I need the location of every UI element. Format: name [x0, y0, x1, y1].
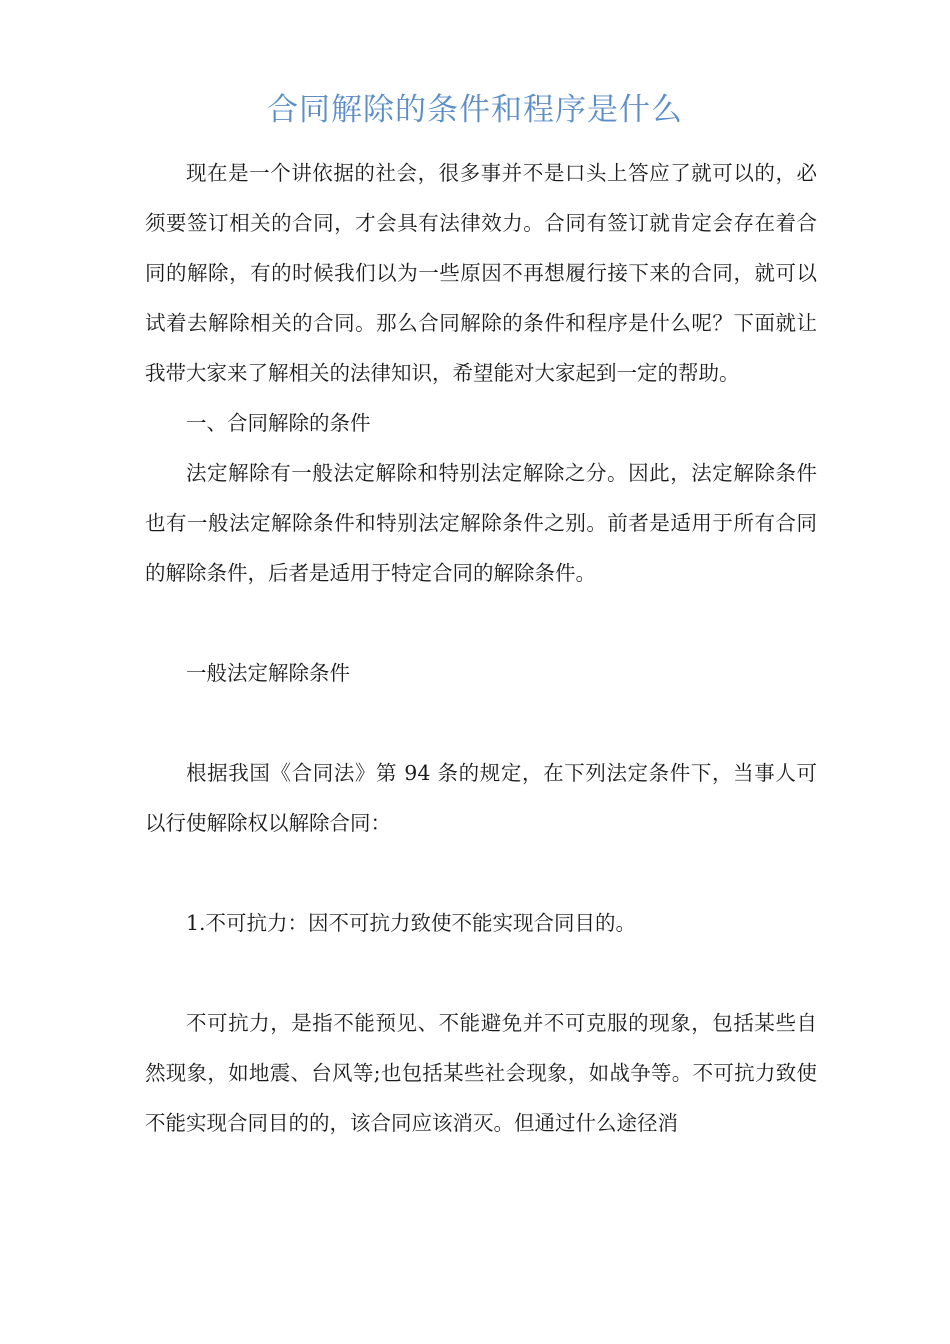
section-heading-conditions: 一、合同解除的条件	[186, 411, 371, 435]
force-majeure-explanation: 不可抗力，是指不能预见、不能避免并不可克服的现象，包括某些自然现象，如地震、台风等;也包括某些社会现象，如战争等。不可抗力致使不能实现合同目的的，该合同应该消灭。但通过什么途径消	[145, 1011, 817, 1135]
intro-paragraph: 现在是一个讲依据的社会，很多事并不是口头上答应了就可以的，必须要签订相关的合同，才会具有法律效力。合同有签订就肯定会存在着合同的解除，有的时候我们以为一些原因不再想履行接下来的合同，就可以试着去解除相关的合同。那么合同解除的条件和程序是什么呢？下面就让我带大家来了解相关的法律知识，希望能对大家起到一定的帮助。	[145, 161, 817, 385]
document-title: 合同解除的条件和程序是什么	[267, 92, 683, 128]
article-94-paragraph: 根据我国《合同法》第 94 条的规定，在下列法定条件下，当事人可以行使解除权以解除合同：	[145, 761, 817, 835]
subheading-general-conditions: 一般法定解除条件	[186, 661, 350, 685]
legal-termination-paragraph: 法定解除有一般法定解除和特别法定解除之分。因此，法定解除条件也有一般法定解除条件和特别法定解除条件之别。前者是适用于所有合同的解除条件，后者是适用于特定合同的解除条件。	[145, 461, 817, 585]
document-body	[145, 148, 817, 1148]
force-majeure-item: 1.不可抗力：因不可抗力致使不能实现合同目的。	[186, 911, 637, 935]
